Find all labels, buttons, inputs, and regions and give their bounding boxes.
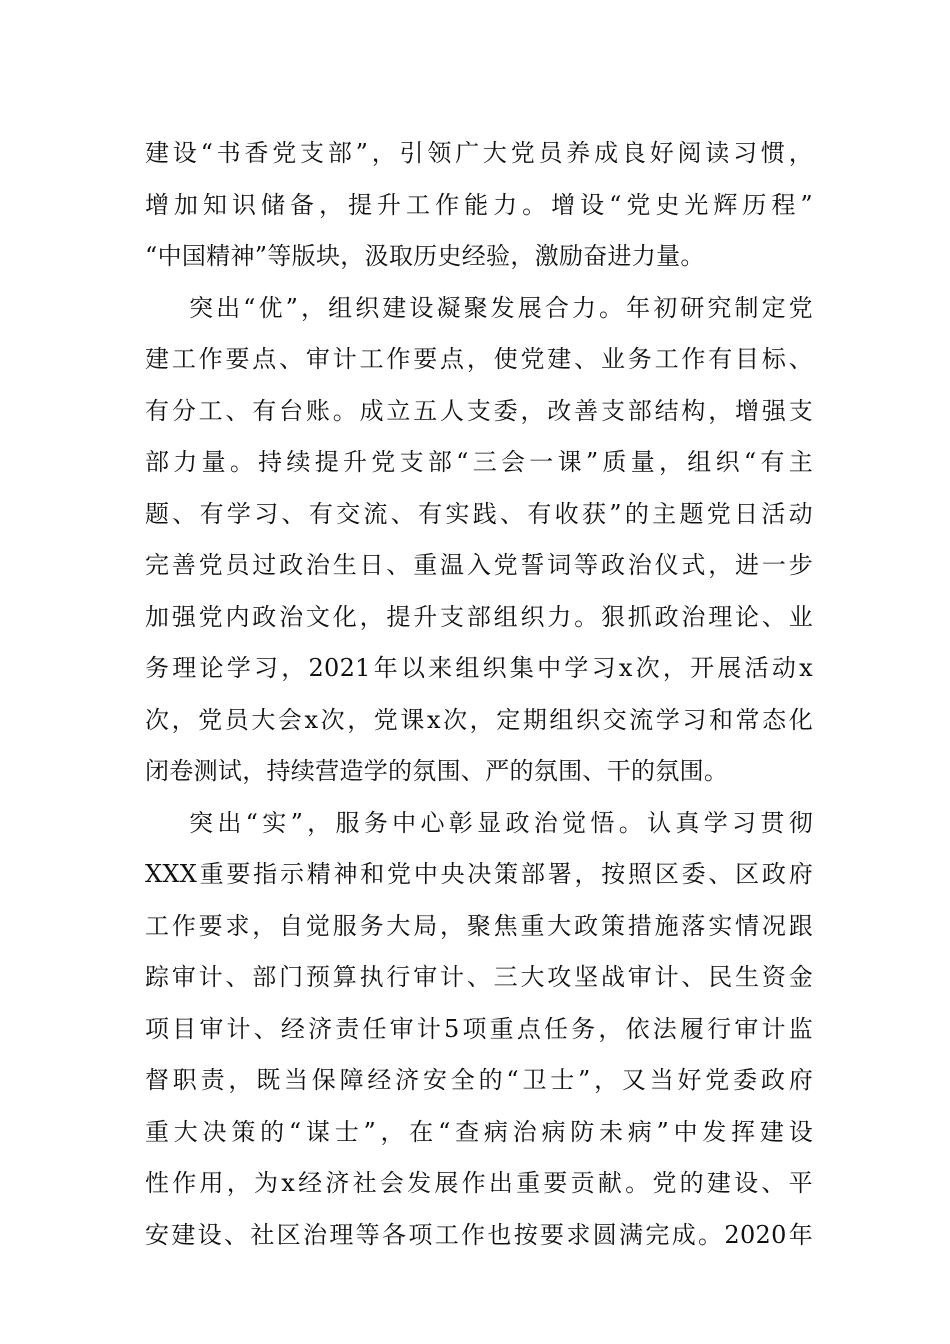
text-line: 加强党内政治文化，提升支部组织力。狠抓政治理论、业 (145, 602, 813, 631)
text-line: 安建设、社区治理等各项工作也按要求圆满完成。2020年 (145, 1220, 813, 1249)
text-line: 务理论学习，2021年以来组织集中学习x次，开展活动x (145, 654, 813, 682)
text-line: 踪审计、部门预算执行审计、三大攻坚战审计、民生资金 (145, 963, 813, 991)
text-line: 重大决策的“谋士”，在“查病治病防未病”中发挥建设 (145, 1117, 813, 1146)
paragraph (145, 283, 813, 798)
text-line: 次，党员大会x次，党课x次，定期组织交流学习和常态化 (145, 705, 813, 734)
text-line: 突出“实”，服务中心彰显政治觉悟。认真学习贯彻 (189, 808, 813, 837)
text-line: 有分工、有台账。成立五人支委，改善支部结构，增强支 (145, 396, 813, 425)
text-line: 项目审计、经济责任审计5项重点任务，依法履行审计监 (145, 1014, 813, 1043)
text-line: 闭卷测试，持续营造学的氛围、严的氛围、干的氛围。 (145, 757, 729, 785)
document-body (145, 128, 813, 1261)
text-line: 性作用，为x经济社会发展作出重要贡献。党的建设、平 (145, 1169, 813, 1197)
text-line: XXX重要指示精神和党中央决策部署，按照区委、区政府 (145, 860, 813, 888)
text-line: 工作要求，自觉服务大局，聚焦重大政策措施落实情况跟 (145, 911, 813, 940)
text-line: 部力量。持续提升党支部“三会一课”质量，组织“有主 (145, 448, 813, 476)
text-line: 突出“优”，组织建设凝聚发展合力。年初研究制定党 (189, 293, 813, 322)
paragraph (145, 128, 813, 283)
text-line: 完善党员过政治生日、重温入党誓词等政治仪式，进一步 (145, 551, 813, 579)
text-line: 题、有学习、有交流、有实践、有收获”的主题党日活动 (145, 499, 813, 528)
text-line: 建设“书香党支部”，引领广大党员养成良好阅读习惯， (145, 139, 813, 167)
text-line: 增加知识储备，提升工作能力。增设“党史光辉历程” (145, 190, 813, 219)
text-line: 建工作要点、审计工作要点，使党建、业务工作有目标、 (145, 345, 813, 373)
paragraph (145, 798, 813, 1262)
text-line: 督职责，既当保障经济安全的“卫士”，又当好党委政府 (145, 1066, 813, 1094)
text-line: “中国精神”等版块，汲取历史经验，激励奋进力量。 (145, 242, 705, 270)
